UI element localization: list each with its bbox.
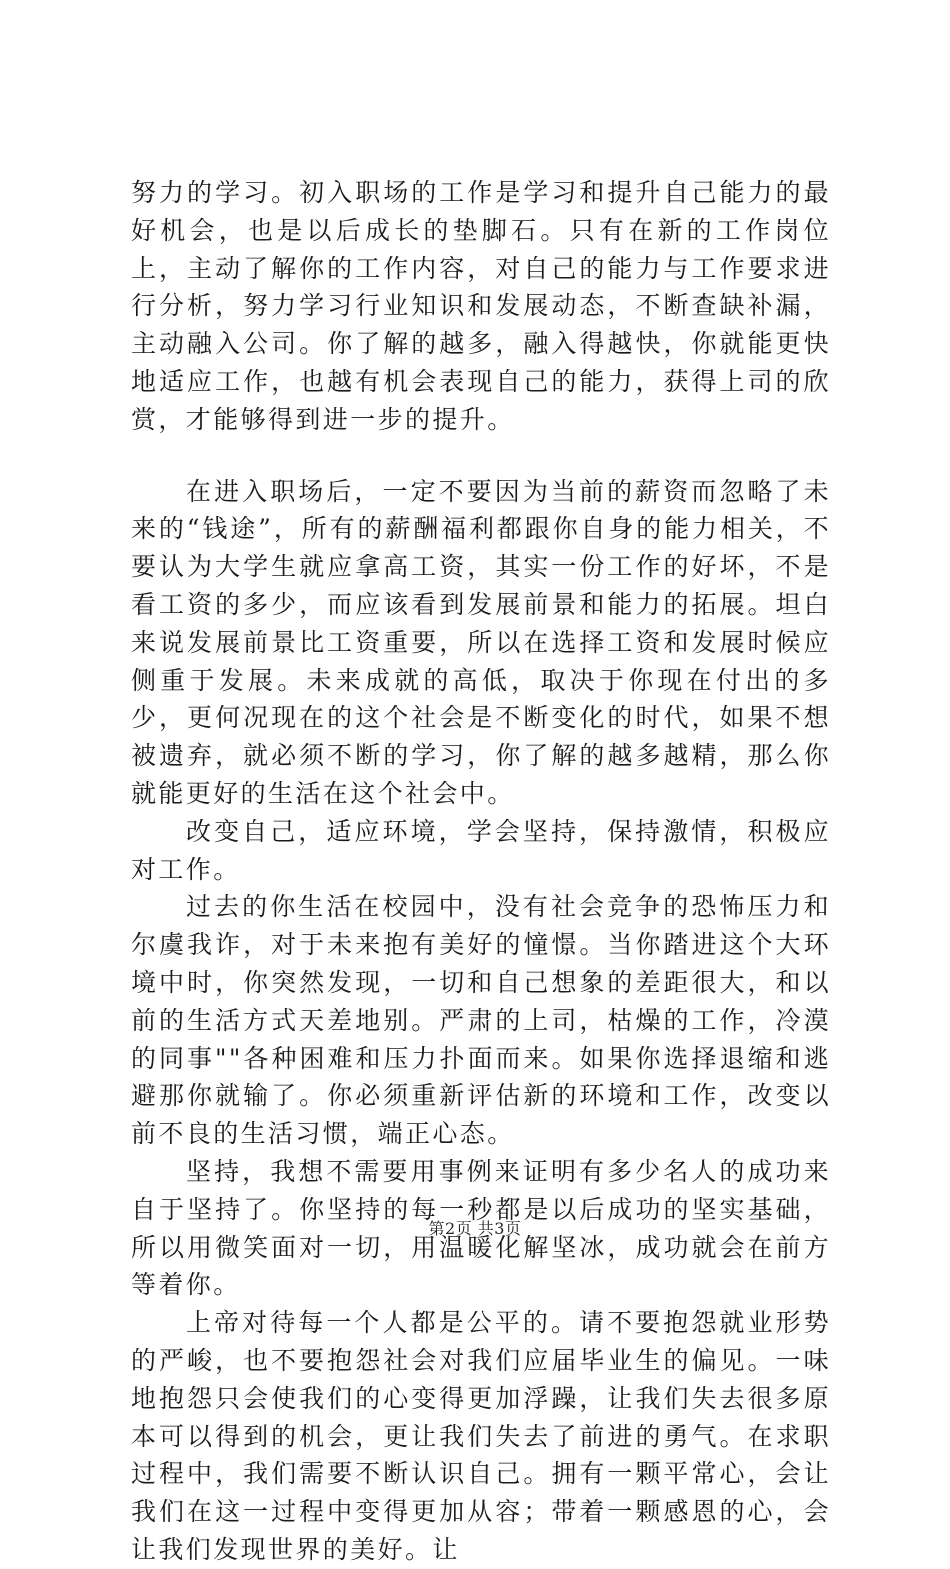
paragraph-3: 改变自己，适应环境，学会坚持，保持激情，积极应对工作。 <box>131 816 831 884</box>
paragraph-spacer <box>131 439 831 473</box>
paragraph-4: 过去的你生活在校园中，没有社会竞争的恐怖压力和尔虞我诈，对于未来抱有美好的憧憬。当你踏进这个大环境中时，你突然发现，一切和自己想象的差距很大，和以前的生活方式天差地别。严肃的上司，枯燥的工作，冷漠的同事""各种困难和压力扑面而来。如果你选择退缩和逃避那你就输了。你必须重新评估新的环境和工作，改变以前不良的生活习惯，端正心态。 <box>131 892 831 1149</box>
paragraph-2: 在进入职场后，一定不要因为当前的薪资而忽略了未来的“钱途”，所有的薪酬福利都跟你自身的能力相关，不要认为大学生就应拿高工资，其实一份工作的好坏，不是看工资的多少，而应该看到发展前景和能力的拓展。坦白来说发展前景比工资重要，所以在选择工资和发展时候应侧重于发展。未来成就的高低，取决于你现在付出的多少，更何况现在的这个社会是不断变化的时代，如果不想被遗弃，就必须不断的学习，你了解的越多越精，那么你就能更好的生活在这个社会中。 <box>131 476 831 808</box>
document-body <box>131 174 831 1569</box>
paragraph-6: 上帝对待每一个人都是公平的。请不要抱怨就业形势的严峻，也不要抱怨社会对我们应届毕业生的偏见。一味地抱怨只会使我们的心变得更加浮躁，让我们失去很多原本可以得到的机会，更让我们失去了前进的勇气。在求职过程中，我们需要不断认识自己。拥有一颗平常心，会让我们在这一过程中变得更加从容；带着一颗感恩的心，会让我们发现世界的美好。让 <box>131 1308 831 1564</box>
paragraph-5: 坚持，我想不需要用事例来证明有多少名人的成功来自于坚持了。你坚持的每一秒都是以后成功的坚实基础，所以用微笑面对一切，用温暖化解坚冰，成功就会在前方等着你。 <box>131 1156 831 1300</box>
paragraph-1: 努力的学习。初入职场的工作是学习和提升自己能力的最好机会，也是以后成长的垫脚石。只有在新的工作岗位上，主动了解你的工作内容，对自己的能力与工作要求进行分析，努力学习行业知识和发展动态，不断查缺补漏，主动融入公司。你了解的越多，融入得越快，你就能更快地适应工作，也越有机会表现自己的能力，获得上司的欣赏，才能够得到进一步的提升。 <box>131 178 831 434</box>
page-footer: 第2页 共3页 <box>428 1219 522 1238</box>
